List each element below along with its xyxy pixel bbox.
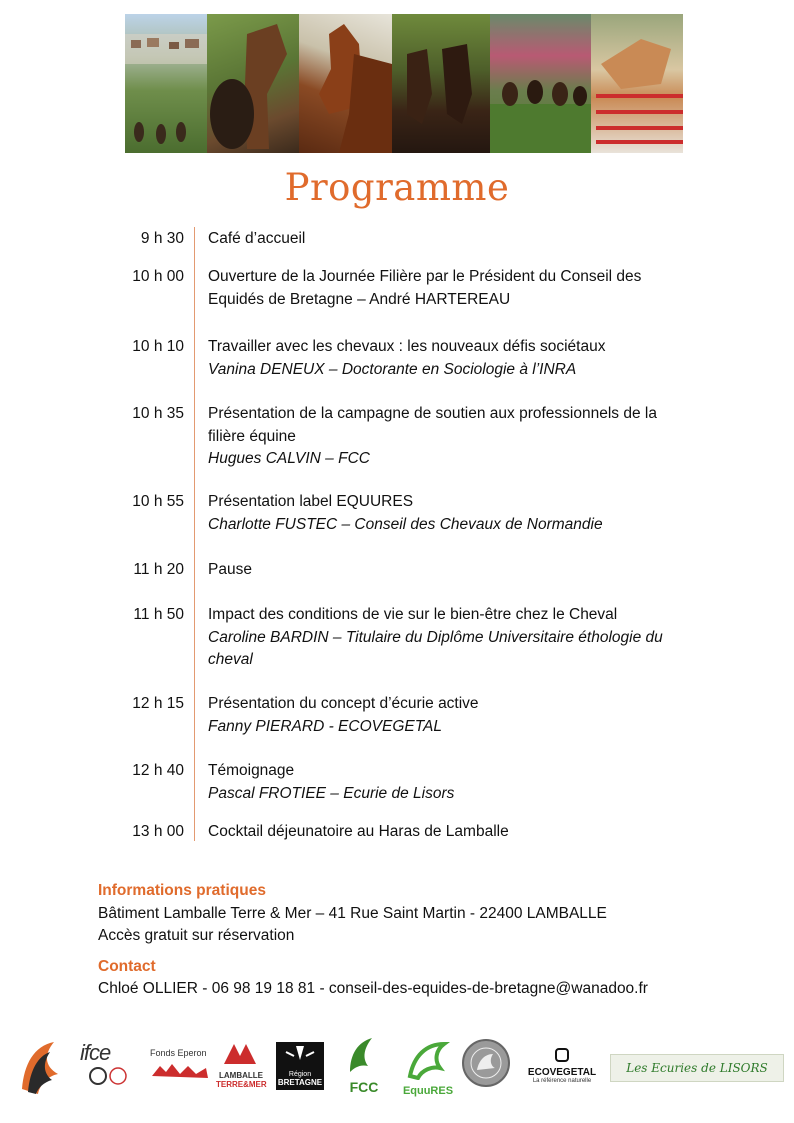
ecovegetal-tagline: La référence naturelle [532, 1078, 592, 1084]
schedule-description [208, 604, 718, 672]
ifce-logo-text: ifce [80, 1040, 111, 1065]
header-photo-banner [125, 14, 683, 153]
region-bretagne-logo [276, 1042, 324, 1090]
schedule-speaker-line: cheval [208, 651, 253, 668]
schedule-time: 10 h 35 [132, 405, 184, 422]
schedule-time: 10 h 55 [132, 493, 184, 510]
schedule-title-line: Pause [208, 561, 252, 578]
schedule-time: 11 h 50 [133, 606, 184, 623]
fcc-logo [338, 1034, 390, 1098]
contact-title: Contact [98, 958, 156, 975]
page-title: Programme [284, 166, 510, 209]
schedule-speaker-line: Hugues CALVIN – FCC [208, 450, 370, 467]
info-title: Informations pratiques [98, 882, 266, 899]
schedule-speaker-line: Fanny PIERARD - ECOVEGETAL [208, 717, 442, 735]
lamballe-text: LAMBALLE [219, 1071, 263, 1080]
lisors-text: Les Ecuries de LISORS [626, 1061, 768, 1075]
schedule-description [208, 693, 718, 738]
schedule-speaker-line: Charlotte FUSTEC – Conseil des Chevaux de Normandie [208, 515, 603, 533]
schedule-title-line: Cocktail déjeunatoire au Haras de Lamballe [208, 823, 509, 840]
fcc-text: FCC [349, 1079, 379, 1095]
circular-seal-logo [461, 1038, 511, 1088]
schedule-time: 10 h 10 [132, 338, 184, 355]
schedule-time: 12 h 15 [132, 695, 184, 712]
partner-logos [0, 1030, 794, 1102]
schedule-speaker-line: Vanina DENEUX – Doctorante en Sociologie à l’INRA [208, 360, 577, 378]
region-text: Région [288, 1071, 312, 1078]
equures-text: EquuRES [402, 1085, 454, 1097]
schedule-title-line: filière équine [208, 427, 296, 445]
schedule-description [208, 403, 718, 471]
schedule-description [208, 821, 718, 844]
bretagne-text: BRETAGNE [277, 1078, 323, 1087]
fonds-eperon-text: Fonds Eperon [150, 1048, 207, 1058]
schedule-speaker-line: Caroline BARDIN – Titulaire du Diplôme Universitaire éthologie du [208, 628, 663, 646]
schedule-time: 11 h 20 [133, 561, 184, 578]
lamballe-terre-mer-logo [216, 1040, 266, 1098]
schedule-time: 9 h 30 [140, 230, 184, 247]
schedule-description [208, 336, 718, 381]
conseil-equides-bretagne-logo [14, 1034, 70, 1096]
schedule-time: 13 h 00 [132, 823, 184, 840]
schedule-title-line: Ouverture de la Journée Filière par le Président du Conseil des [208, 268, 642, 285]
schedule-time: 12 h 40 [132, 762, 184, 779]
photo-horse-portrait [299, 14, 392, 153]
timeline-divider [194, 227, 195, 841]
schedule-title-line: Equidés de Bretagne – André HARTEREAU [208, 290, 511, 308]
ifce-logo [80, 1040, 136, 1098]
info-address: Bâtiment Lamballe Terre & Mer – 41 Rue Saint Martin - 22400 LAMBALLE [98, 905, 607, 922]
schedule-title-line: Impact des conditions de vie sur le bien-être chez le Cheval [208, 606, 618, 623]
equures-logo [400, 1038, 456, 1100]
photo-horse-race [490, 14, 591, 153]
info-access: Accès gratuit sur réservation [98, 927, 295, 944]
photo-riders-village [125, 14, 207, 153]
ecuries-lisors-logo [610, 1054, 784, 1082]
schedule-description [208, 228, 718, 251]
schedule-description [208, 266, 718, 311]
terre-mer-text: TERRE&MER [216, 1080, 267, 1089]
fonds-eperon-logo [150, 1048, 210, 1088]
photo-foal [207, 14, 299, 153]
photo-carriage-horses [392, 14, 490, 153]
schedule-title-line: Travailler avec les chevaux : les nouveaux défis sociétaux [208, 338, 606, 355]
ecovegetal-text: ECOVEGETAL [527, 1067, 597, 1078]
contact-line: Chloé OLLIER - 06 98 19 18 81 - conseil-des-equides-de-bretagne@wanadoo.fr [98, 980, 648, 997]
schedule-description [208, 760, 718, 805]
photo-show-jumping [591, 14, 683, 153]
schedule-time: 10 h 00 [132, 268, 184, 285]
schedule-title-line: Présentation du concept d’écurie active [208, 695, 479, 712]
schedule-title-line: Café d’accueil [208, 230, 306, 247]
schedule-description [208, 559, 718, 582]
schedule-title-line: Présentation de la campagne de soutien aux professionnels de la [208, 405, 657, 422]
schedule-description [208, 491, 718, 536]
ecovegetal-logo [522, 1048, 602, 1088]
schedule-speaker-line: Pascal FROTIEE – Ecurie de Lisors [208, 784, 455, 802]
schedule-title-line: Témoignage [208, 762, 295, 779]
schedule-title-line: Présentation label EQUURES [208, 493, 414, 510]
